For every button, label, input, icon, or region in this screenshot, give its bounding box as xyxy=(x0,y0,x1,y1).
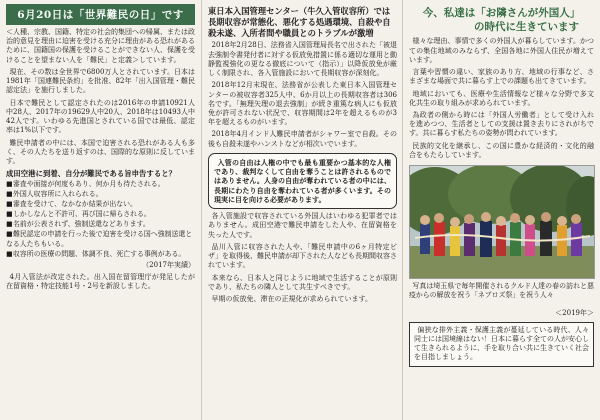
closing-message: 偏狭な排外主義・保護主義が蔓延している時代、人々同士には国境線はない！日本に暮らす全ての人が安心して生きられるように、手を取り合い共に生きていく社会を目指しましょう。 xyxy=(414,325,589,362)
paragraph: 各入管施設で収容されている外国人はいわゆる犯罪者ではありません。成田空港で難民申請をした人や、在留資格を失った人です。 xyxy=(208,212,397,239)
list-item: ■しかしなんと不許可、再び国に帰らされる。 xyxy=(6,210,151,219)
paragraph: 現在、その数は全世界で6800万人とされています。日本は1981年「国連難民条約」を批准、82年「出入国管理・難民認定法」を施行しました。 xyxy=(6,67,195,95)
banner-title: 6月20日は「世界難民の日」です xyxy=(6,4,195,25)
note: （2017年実績） xyxy=(142,260,195,269)
paragraph: 難民申請者の中には、本国で迫害される恐れがある人も多く、その人たちを送り返すのは、国際的な原則に反しています。 xyxy=(6,138,195,166)
paragraph: 2018年4月インド人難民申請者がシャワー室で自殺。その後も自殺未遂やハンストなどが相次いでいます。 xyxy=(208,130,397,148)
photo-caption-year: ＜2019年＞ xyxy=(555,308,594,317)
list-item-text: しかしなんと不許可、再び国に帰らされる。 xyxy=(13,210,151,219)
paragraph: 4月入管法が改定された。出入国在留管理庁が発足したが在留資格・特定技能1号・2号を新設しました。 xyxy=(6,272,195,291)
list-item: ■難民認定の申請を行った後で迫害を受ける国へ強制送還となる人たちもいる。 xyxy=(6,230,193,248)
paragraph: 品川入管に収容された人や、「難民申請中の6ヶ月特定ビザ」を取得後、難民申請が却下された人なども長期間収容されています。 xyxy=(208,242,397,270)
paragraph: 為政者の側から時には「外国人労働者」として受け入れを進めつつ、生活者としての支援は置き去りにされがちです。共に暮らす私たちの姿勢が問われています。 xyxy=(409,110,594,138)
paragraph: 早期の仮放免、滞在の正規化が求められています。 xyxy=(211,294,372,303)
list-item: ■収容所の医療の問題、体調不良、死亡する事例がある。 xyxy=(6,249,186,258)
article-title: 東日本入国管理センター（牛久入管収容所）では長期収容が常態化、悪化する処遇環境、自殺や自殺未遂、入所者間や職員とのトラブルが激増 xyxy=(208,6,391,38)
list-item-text: 難民認定の申請を行った後で迫害を受ける国へ強制送還となる人たちもいる。 xyxy=(6,230,193,248)
list-item-text: 収容所の医療の問題、体調不良、死亡する事例がある。 xyxy=(13,249,186,258)
festival-photo xyxy=(409,165,595,279)
closing-message-box xyxy=(409,322,594,367)
paragraph: 地域においても、医療や生活情報など様々な分野で多文化共生の取り組みが求められています。 xyxy=(409,89,594,107)
highlight-box xyxy=(208,153,397,209)
highlight-text: 入管の自由は人権の中でも最も重要かつ基本的な人権であり、裁判なくして自由を奪うことは許されるものではありません。人身の自由が奪われている者の中には、長期にわたり自由を奪われている者が多くいます。その現実に目を向ける必要があります。 xyxy=(214,157,391,204)
paragraph: 本来なら、日本人と同じように地域で生活することが原則であり、私たちの隣人として共生すべきです。 xyxy=(208,273,397,291)
list-item-text: 外国人収容所に入れられる。 xyxy=(13,190,103,199)
list-item: ■審査を受けて、なかなか結果が出ない。 xyxy=(6,200,137,209)
paragraph: 様々な理由、事情で多くの外国人が暮らしています。かつての集住地域のみならず、全国各地に外国人住民が増えています。 xyxy=(409,37,594,64)
section-heading: 成田空港に到着、自分が難民である旨申告すると？ xyxy=(6,169,176,179)
list-item-text: 審査を受けて、なかなか結果が出ない。 xyxy=(13,200,137,209)
list-item-text: 名前が公表されず、強制送還などあります。 xyxy=(13,220,150,229)
title-line-2: の時代に生きています xyxy=(474,21,579,34)
paragraph: ＜人種、宗教、国籍、特定の社会的集団への帰属、または政治的意見を理由に迫害を受ける充分に理由がある恐れがあるために、国籍国の保護を受けることができない人、保護を受けることを望まない人を「難民」と定義＞しています。 xyxy=(6,28,195,64)
list-item-text: 審査や面接が何度もあり、何か月も待たされる。 xyxy=(13,179,165,188)
title-line-1: 今、私達は「お隣さんが外国人」 xyxy=(422,7,581,19)
paragraph: 2018年2月28日、法務省入国管理局長名で出された「被退去強制令書発付者に対する仮放免措置に係る適切な運用と動静監視強化の更なる徹底について（指示）」以降仮放免が厳しく制限され、各入管施設において長期収容が深刻化。 xyxy=(208,41,397,78)
photo-caption: 写真は埼玉県で毎年開催されるクルド人達の春の訪れと悪疫からの解放を祝う「ネブロズ祭」を祝う人々 xyxy=(409,282,594,300)
list-item: ■審査や面接が何度もあり、何か月も待たされる。 xyxy=(6,179,165,188)
column-world-refugee-day xyxy=(0,0,200,420)
paragraph: 言葉や習慣の違い、家族のあり方、地域の行事など、さまざまな場面で共に暮らす上での課題も出てきています。 xyxy=(409,68,594,86)
festival-photo-illustration xyxy=(410,166,594,278)
list-item: ■名前が公表されず、強制送還などあります。 xyxy=(6,220,150,229)
paragraph: 2018年12月末現在、法務省が公表した東日本入国管理センターの被収容者325人中、6か月以上の長期収容者は306名です。「無理矢理の退去強制」が続き重篤な病人にも仮放免が許可されない状況で、収容期間は2年を超えるものが3年を超えるものがいます。 xyxy=(208,81,397,127)
column-detention-center xyxy=(201,0,401,420)
paragraph: 民族的文化を継承し、この国に豊かな経済的・文化的融合をもたらしています。 xyxy=(409,141,594,159)
paragraph: 日本で難民として認定されたのは2016年の申請10921人中28人、2017年の19629人中20人、2018年は10493人中42人です。いわゆる先進国とされている国では最低、認定率は1%以下です。 xyxy=(6,98,195,135)
article-title xyxy=(409,6,594,34)
column-neighbors xyxy=(402,0,600,420)
list-item: ■外国人収容所に入れられる。 xyxy=(6,190,103,199)
